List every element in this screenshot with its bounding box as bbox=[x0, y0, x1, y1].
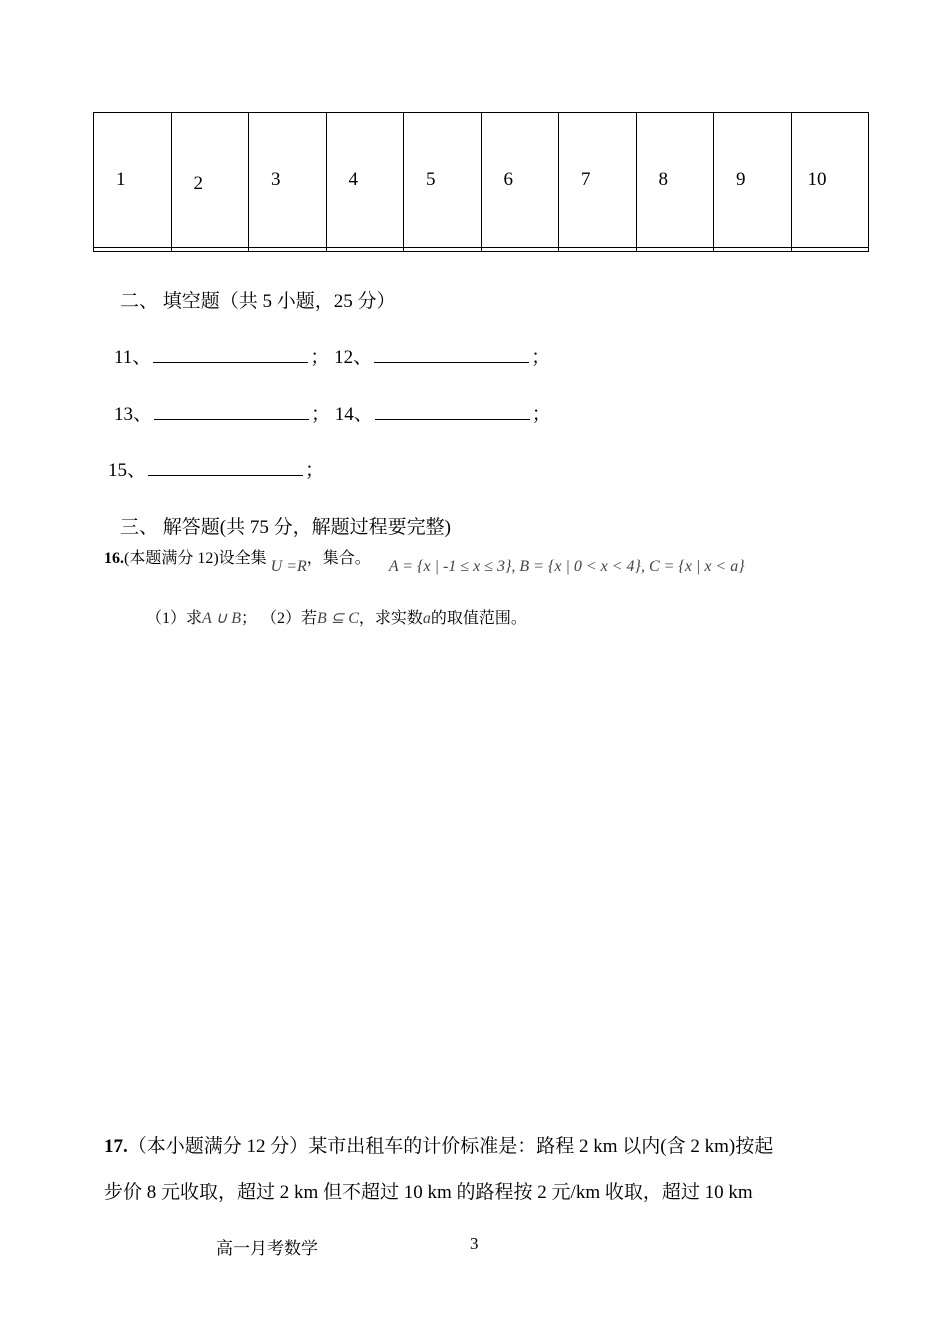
q16-part2-prefix: （2）若 bbox=[261, 610, 318, 627]
answer-number-cell: 1 bbox=[94, 113, 172, 248]
answer-cell[interactable] bbox=[171, 247, 249, 251]
section3-heading: 三、 解答题(共 75 分，解题过程要完整) bbox=[120, 517, 451, 538]
answer-number-cell: 3 bbox=[249, 113, 327, 248]
section2-heading: 二、 填空题（共 5 小题，25 分） bbox=[120, 291, 396, 312]
q16-sets: A = {x | -1 ≤ x ≤ 3}, B = {x | 0 < x < 4}, C = {x | x < a} bbox=[388, 558, 745, 575]
answer-cell[interactable] bbox=[481, 247, 559, 251]
answer-number-cell: 2 bbox=[171, 113, 249, 248]
answer-cell[interactable] bbox=[559, 247, 637, 251]
answer-number-cell: 10 bbox=[791, 113, 869, 248]
blank-11[interactable] bbox=[153, 344, 308, 363]
answer-number-cell: 9 bbox=[714, 113, 792, 248]
q17-line1-text: （本小题满分 12 分）某市出租车的计价标准是：路程 2 km 以内(含 2 km)按起 bbox=[127, 1136, 774, 1157]
answer-cell[interactable] bbox=[326, 247, 404, 251]
q16-part2-text: ，求实数 bbox=[358, 610, 423, 627]
page-number: 3 bbox=[470, 1234, 479, 1253]
blank-15[interactable] bbox=[148, 457, 303, 476]
blank-label-15: 15、 bbox=[108, 460, 147, 481]
blank-14[interactable] bbox=[375, 401, 530, 420]
answer-number-row bbox=[94, 113, 869, 248]
blank-label-12: 12、 bbox=[334, 347, 373, 368]
q16-universe: U =R bbox=[270, 558, 307, 575]
blank-separator: ； bbox=[310, 347, 330, 368]
blank-separator: ； bbox=[531, 404, 551, 425]
q16-part2-var: a bbox=[422, 610, 431, 627]
q17-stem bbox=[104, 1124, 864, 1216]
blank-separator: ； bbox=[305, 460, 325, 481]
answer-number-cell: 6 bbox=[481, 113, 559, 248]
answer-cell[interactable] bbox=[94, 247, 172, 251]
q16-part1-prefix: （1）求 bbox=[146, 610, 203, 627]
answer-cell[interactable] bbox=[404, 247, 482, 251]
answer-number-cell: 4 bbox=[326, 113, 404, 248]
q16-part2-expr: B ⊆ C bbox=[317, 610, 359, 627]
blank-separator: ； bbox=[311, 404, 331, 425]
q17-number: 17. bbox=[104, 1136, 128, 1157]
fill-row-15 bbox=[108, 455, 324, 482]
q16-stem bbox=[104, 545, 745, 575]
blank-label-13: 13、 bbox=[114, 404, 153, 425]
blank-label-14: 14、 bbox=[334, 404, 373, 425]
q17-line2: 步价 8 元收取，超过 2 km 但不超过 10 km 的路程按 2 元/km 收取，超过 10 km bbox=[104, 1182, 753, 1203]
q16-part1-sep: ； bbox=[240, 610, 257, 627]
answer-number-cell: 8 bbox=[636, 113, 714, 248]
q16-part2-suffix: 的取值范围。 bbox=[430, 610, 527, 627]
q16-intro: (本题满分 12)设全集 bbox=[124, 550, 267, 567]
answer-cell[interactable] bbox=[636, 247, 714, 251]
q16-part1-expr: A ∪ B bbox=[202, 610, 241, 627]
blank-label-11: 11、 bbox=[114, 347, 152, 368]
blank-13[interactable] bbox=[154, 401, 309, 420]
fill-row-13-14 bbox=[114, 399, 551, 426]
answer-number-cell: 7 bbox=[559, 113, 637, 248]
answer-table bbox=[93, 112, 869, 252]
answer-number-cell: 5 bbox=[404, 113, 482, 248]
blank-separator: ； bbox=[531, 347, 551, 368]
footer-title: 高一月考数学 bbox=[216, 1239, 318, 1258]
q16-mid: ，集合。 bbox=[306, 550, 371, 567]
answer-blank-row bbox=[94, 247, 869, 251]
blank-12[interactable] bbox=[374, 344, 529, 363]
q16-number: 16. bbox=[104, 550, 124, 567]
q17-line1 bbox=[104, 1124, 864, 1170]
fill-row-11-12 bbox=[114, 342, 550, 369]
answer-cell[interactable] bbox=[249, 247, 327, 251]
answer-cell[interactable] bbox=[791, 247, 869, 251]
answer-cell[interactable] bbox=[714, 247, 792, 251]
q16-parts bbox=[146, 605, 527, 628]
